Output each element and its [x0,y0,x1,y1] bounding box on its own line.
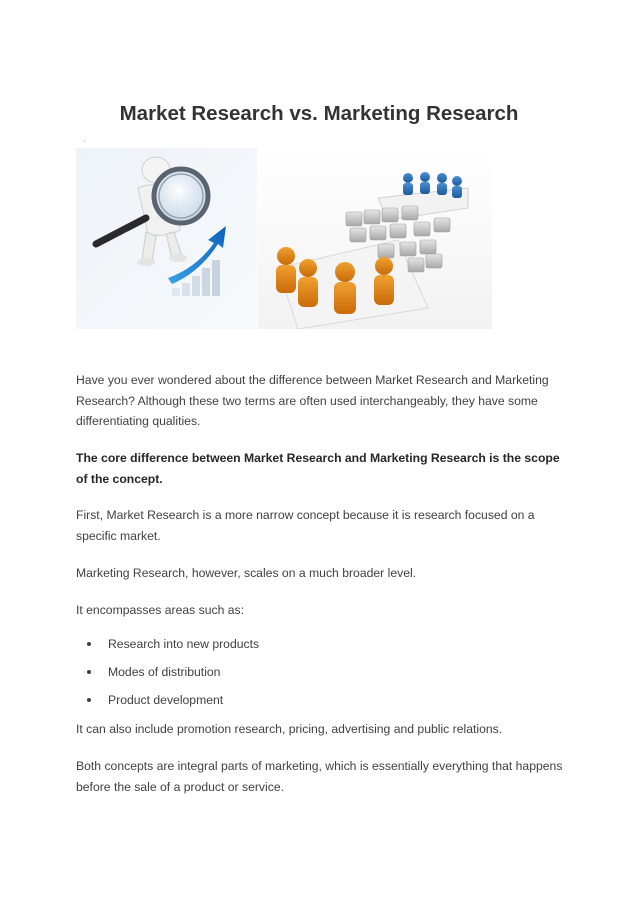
list-item-text: Product development [108,693,224,707]
stray-mark: ' [84,140,86,147]
intro-paragraph: Have you ever wondered about the difference between Market Research and Marketing Research? Although these two terms are often used interchangeably, they have some differentiating qualities. [76,373,549,428]
bullet-icon [87,642,91,646]
header-illustration [76,148,492,329]
list-item [76,690,259,718]
conclusion-paragraph: Both concepts are integral parts of marketing, which is essentially everything that happens before the sale of a product or service. [76,759,563,794]
list-item [76,662,259,690]
list-item-text: Modes of distribution [108,665,221,679]
areas-list [76,634,259,718]
market-research-paragraph: First, Market Research is a more narrow concept because it is research focused on a specific market. [76,508,535,543]
also-includes-paragraph: It can also include promotion research, pricing, advertising and public relations. [76,722,503,736]
marketing-research-paragraph: Marketing Research, however, scales on a much broader level. [76,566,417,580]
bullet-icon [87,670,91,674]
page-title: Market Research vs. Marketing Research [119,102,519,125]
encompasses-paragraph: It encompasses areas such as: [76,603,245,617]
bullet-icon [87,698,91,702]
business-teams-puzzle-icon [258,148,492,329]
list-item [76,634,259,662]
core-difference-paragraph: The core difference between Market Research and Marketing Research is the scope of the concept. [76,451,560,486]
list-item-text: Research into new products [108,637,260,651]
magnifier-figure-icon [76,148,257,329]
